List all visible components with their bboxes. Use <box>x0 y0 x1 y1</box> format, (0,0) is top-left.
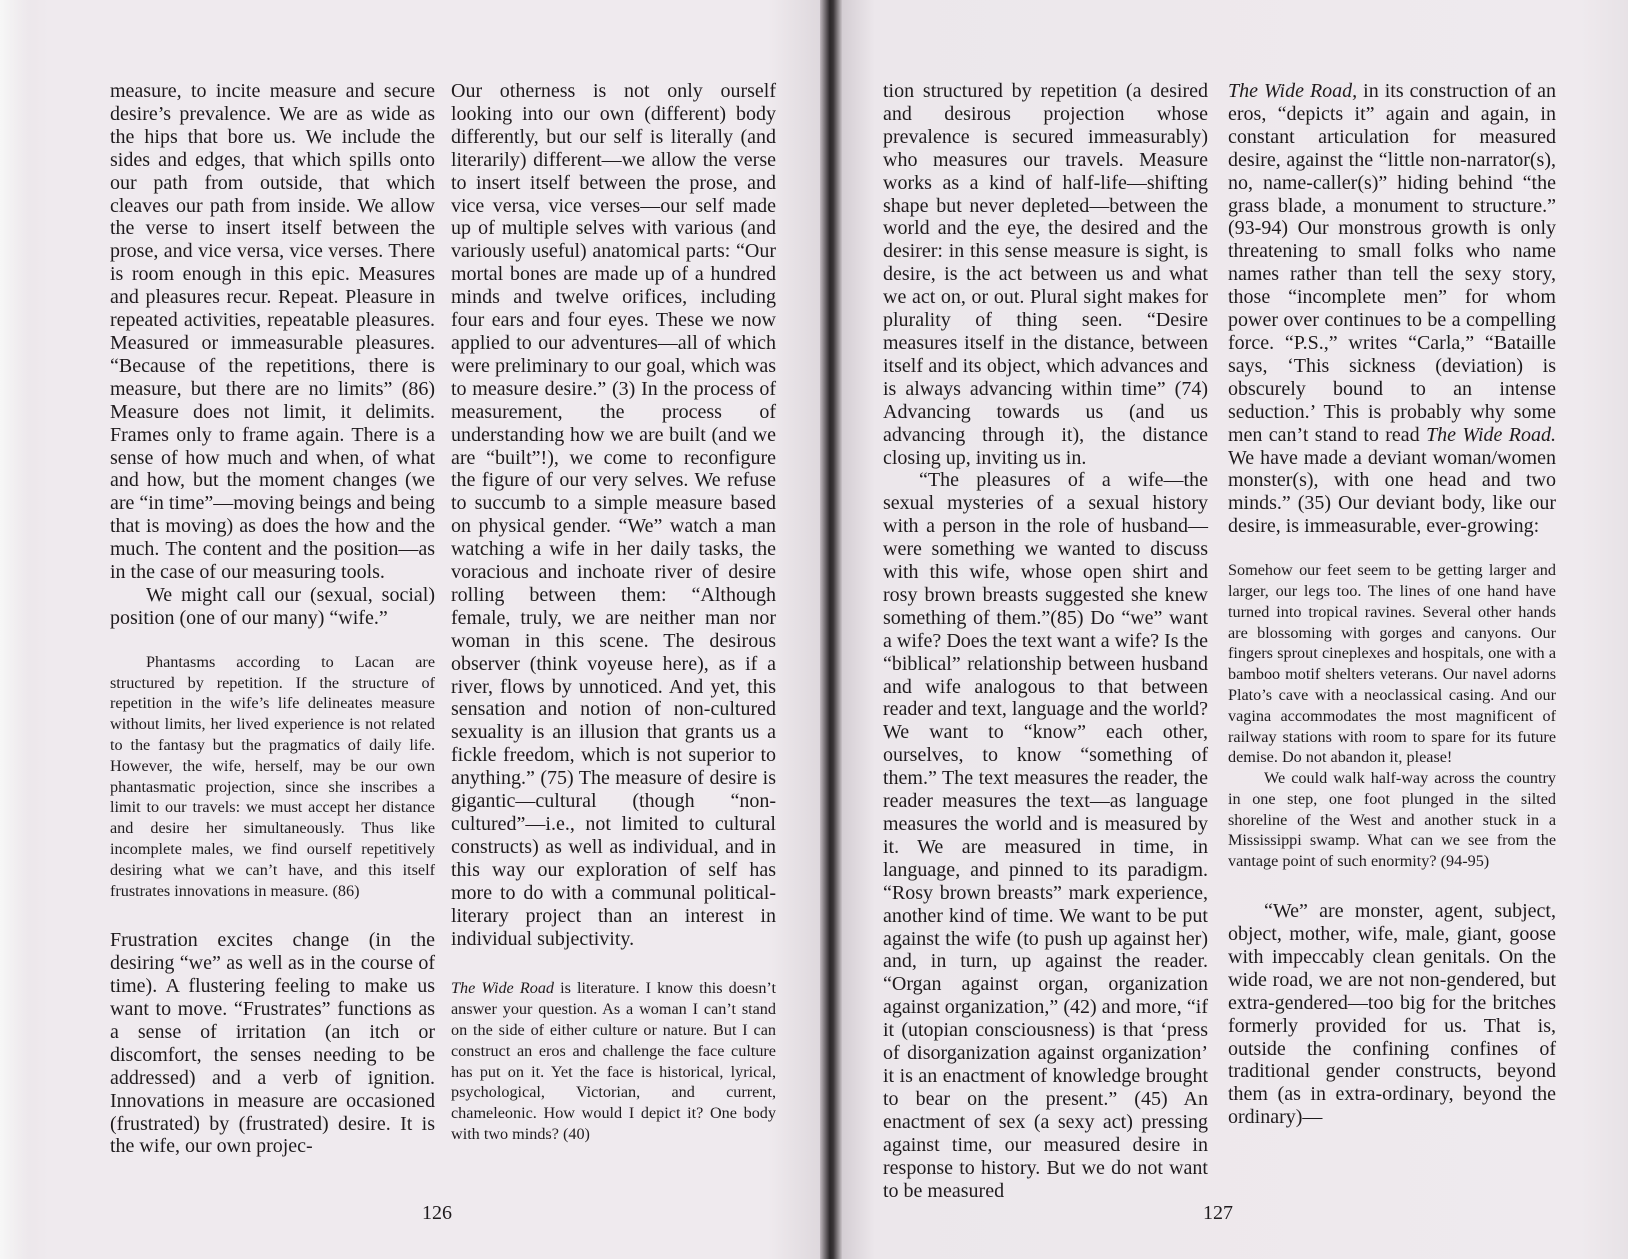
paragraph: “The pleasures of a wife—the sexual mysteries of a sexual history with a person in the role of husband—were something we wanted to discuss with this wife, whose open shirt and rosy brown breasts suggested she knew something of them.”(85) Do “we” want a wife? Does the text want a wife? Is the “biblical” relationship between husband and wife analogous to that between reader and text, language and the world? We want to “know” each other, ourselves, to know “something of them.” The text measures the reader, the reader measures the text—as language measures the world and is measured by it. We are measured in time, in language, and pinned to its paradigm. “Rosy brown breasts” mark experience, another kind of time. We want to be put against the wife (to push up against her) and, in turn, up against the reader. “Organ against organ, organization against organization,” (42) and more, “if it (utopian consciousness) is that ‘press of disorganization against organization’ it is an enactment of knowledge brought to bear on the present.” (45) An enactment of sex (a sexy act) pressing against time, our measured desire in response to history. But we do not want to be measured <box>883 469 1208 1202</box>
paragraph: tion structured by repetition (a desired and desirous projection whose prevalence is secured immeasurably) who measures our travels. Measure works as a kind of half-life—shifting shape but never depleted—between the world and the eye, the desired and the desirer: in this sense measure is sight, is desire, is the act between us and what we act on, or out. Plural sight makes for plurality of thing seen. “Desire measures itself in the distance, between itself and its object, which advances and is always advancing within time” (74) Advancing towards us (and us advancing through it), the distance closing up, inviting us in. <box>883 80 1208 469</box>
book-gutter <box>820 0 842 1259</box>
book-title: The Wide Road. <box>1426 423 1556 446</box>
book-title: The Wide Road, <box>1228 80 1358 102</box>
left-page-column-2 <box>451 80 776 1145</box>
block-quote: We could walk half-way across the country in one step, one foot plunged in the silted shoreline of the West and another stuck in a Mississippi swamp. What can we see from the vantage point of such enormity? (94-95) <box>1228 769 1556 871</box>
paragraph: Our otherness is not only ourself looking into our own (different) body differently, but our self is literally (and literarily) different—we allow the verse to insert itself between the prose, and vice versa, vice verses—our self made up of multiple selves with various (and variously useful) anatomical parts: “Our mortal bones are made up of a hundred minds and twelve orifices, including four ears and four eyes. These we now applied to our adventures—all of which were preliminary to our goal, which was to measure desire.” (3) In the process of measurement, the process of understanding how we are built (and we are “built”!), we come to reconfigure the figure of our very selves. We refuse to succumb to a simple measure based on physical gender. “We” watch a man watching a wife in her daily tasks, the voracious and inchoate river of desire rolling between them: “Although female, truly, we are neither man nor woman in this scene. The desirous observer (think voyeuse here), as if a river, flows by unnoticed. And yet, this sensation and notion of non-cultured sexuality is an illusion that grants us a fickle freedom, which is not superior to anything.” (75) The measure of desire is gigantic—cultural (though “non-cultured”—i.e., not limited to cultural constructs) as well as individual, and in this way our exploration of self has more to do with a communal political-literary project than an interest in individual subjectivity. <box>451 80 776 950</box>
page-number: 127 <box>1203 1202 1233 1224</box>
block-quote: Phantasms according to Lacan are structured by repetition. If the structure of repetition in the wife’s life delineates measure without limits, her lived experience is not related to the fantasy but the pragmatics of daily life. However, the wife, herself, may be our own phantasmatic projection, since she inscribes a limit to our travels: we must accept her distance and desire her simultaneously. Thus like incomplete males, we find ourself repetitively desiring what we can’t have, and this itself frustrates innovations in measure. (86) <box>110 652 435 900</box>
block-quote <box>451 978 776 1144</box>
paragraph: “We” are monster, agent, subject, object, mother, wife, male, giant, goose with impeccably clean genitals. On the wide road, we are not non-gendered, but extra-gendered—too big for the britches formerly provided for us. That is, outside the confining confines of traditional gender constructs, beyond them (as in extra-ordinary, beyond the ordinary)— <box>1228 900 1556 1129</box>
paragraph: Frustration excites change (in the desiring “we” as well as in the course of time). A flustering feeling to make us want to move. “Frustrates” functions as a sense of irritation (an itch or discomfort, the senses needing to be addressed) and a verb of ignition. Innovations in measure are occasioned (frustrated) by (frustrated) desire. It is the wife, our own projec- <box>110 929 435 1158</box>
block-quote: Somehow our feet seem to be getting larger and larger, our legs too. The lines of one hand have turned into tropical ravines. Several other hands are blossoming with gorges and canyons. Our fingers sprout cineplexes and hospitals, one with a bamboo motif shelters veterans. Our navel adorns Plato’s cave with a neoclassical casing. And our vagina accommodates the most magnificent of railway stations with room to spare for its future demise. Do not abandon it, please! <box>1228 561 1556 767</box>
book-title: The Wide Road <box>451 979 555 998</box>
right-page-column-1 <box>883 80 1208 1202</box>
paragraph: The Wide Road, in its construction of an eros, “depicts it” again and again, in constant articulation for measured desire, against the “little non-narrator(s), no, name-caller(s)” hiding behind “the grass blade, a monument to structure.” (93-94) Our monstrous growth is only threatening to small folks who name names rather than tell the sexy story, those “incomplete men” for whom power over continues to be a compelling force. “P.S.,” writes “Carla,” “Bataille says, ‘This sickness (deviation) is obscurely bound to an intense seduction.’ This is probably why some men can’t stand to read The Wide Road. We have made a deviant woman/women monster(s), with one head and two minds.” (35) Our deviant body, like our desire, is immeasurable, ever-growing: <box>1228 80 1556 538</box>
quote-text: is literature. I know this doesn’t answer your question. As a woman I can’t stand on the side of either culture or nature. But I can construct an eros and challenge the face culture has put on it. Yet the face is historical, lyrical, psychological, Victorian, and current, chameleonic. How would I depict it? One body with two minds? (40) <box>451 979 777 1144</box>
paragraph: measure, to incite measure and secure desire’s prevalence. We are as wide as the hips that bore us. We include the sides and edges, that which spills onto our path from outside, that which cleaves our path from inside. We allow the verse to insert itself between the prose, and vice versa, vice verses. There is room enough in this epic. Measures and pleasures recur. Repeat. Pleasure in repeated activities, repeatable pleasures. Measured or immeasurable pleasures. “Because of the repetitions, there is measure, but there are no limits” (86) Measure does not limit, it delimits. Frames only to frame again. There is a sense of how much and when, of what and how, but the moment changes (we are “in time”—moving beings and being that is moving) as does the how and the much. The content and the position—as in the case of our measuring tools. <box>110 80 435 584</box>
left-page-column-1 <box>110 80 435 1158</box>
right-page-column-2 <box>1228 80 1556 1129</box>
page-number: 126 <box>422 1202 452 1224</box>
page-edge <box>0 0 30 1259</box>
paragraph: We might call our (sexual, social) position (one of our many) “wife.” <box>110 583 435 629</box>
